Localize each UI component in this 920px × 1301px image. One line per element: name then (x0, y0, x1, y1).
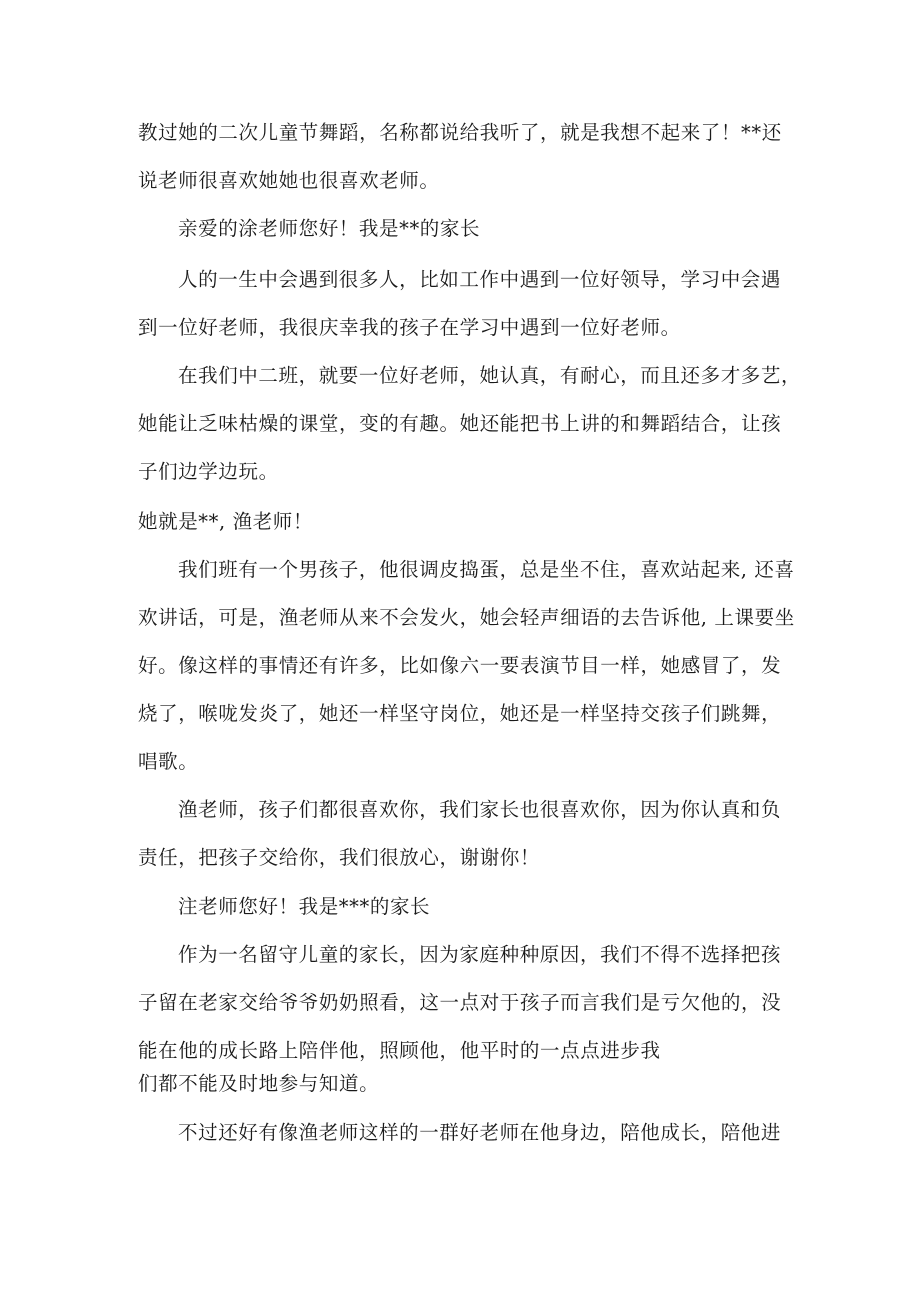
paragraph-line: 到一位好老师，我很庆幸我的孩子在学习中遇到一位好老师。 (138, 316, 681, 339)
paragraph-line: 们都不能及时地参与知道。 (138, 1072, 380, 1095)
paragraph-line: 作为一名留守儿童的家长，因为家庭种种原因，我们不得不选择把孩 (178, 943, 782, 966)
paragraph-line: 烧了，喉咙发炎了，她还一样坚守岗位，她还是一样坚持交孩子们跳舞， (138, 702, 782, 725)
paragraph-line: 教过她的二次儿童节舞蹈，名称都说给我听了，就是我想不起来了！**还 (138, 121, 782, 144)
paragraph-line: 她能让乏味枯燥的课堂，变的有趣。她还能把书上讲的和舞蹈结合，让孩 (138, 412, 782, 435)
paragraph-line: 在我们中二班，就要一位好老师，她认真，有耐心，而且还多才多艺， (178, 364, 802, 387)
paragraph-line: 子们边学边玩。 (138, 460, 279, 483)
paragraph-line: 她就是**, 渔老师！ (138, 510, 313, 533)
paragraph-line: 渔老师，孩子们都很喜欢你，我们家长也很喜欢你，因为你认真和负 (178, 798, 782, 821)
paragraph-line: 好。像这样的事情还有许多，比如像六一要表演节目一样，她感冒了，发 (138, 654, 782, 677)
paragraph-line: 能在他的成长路上陪伴他，照顾他，他平时的一点点进步我 (138, 1039, 661, 1062)
greeting-line: 亲爱的涂老师您好！我是**的家长 (178, 217, 481, 240)
paragraph-line: 欢讲话，可是，渔老师从来不会发火，她会轻声细语的去告诉他, 上课要坐 (138, 606, 795, 629)
paragraph-line: 说老师很喜欢她她也很喜欢老师。 (138, 169, 440, 192)
paragraph-line: 不过还好有像渔老师这样的一群好老师在他身边，陪他成长，陪他进 (178, 1121, 782, 1144)
paragraph-line: 责任，把孩子交给你，我们很放心，谢谢你！ (138, 846, 541, 869)
paragraph-line: 人的一生中会遇到很多人，比如工作中遇到一位好领导，学习中会遇 (178, 268, 782, 291)
greeting-line: 注老师您好！我是***的家长 (178, 895, 431, 918)
paragraph-line: 我们班有一个男孩子，他很调皮捣蛋，总是坐不住，喜欢站起来, 还喜 (178, 558, 795, 581)
paragraph-line: 子留在老家交给爷爷奶奶照看，这一点对于孩子而言我们是亏欠他的，没 (138, 991, 782, 1014)
paragraph-line: 唱歌。 (138, 750, 199, 773)
